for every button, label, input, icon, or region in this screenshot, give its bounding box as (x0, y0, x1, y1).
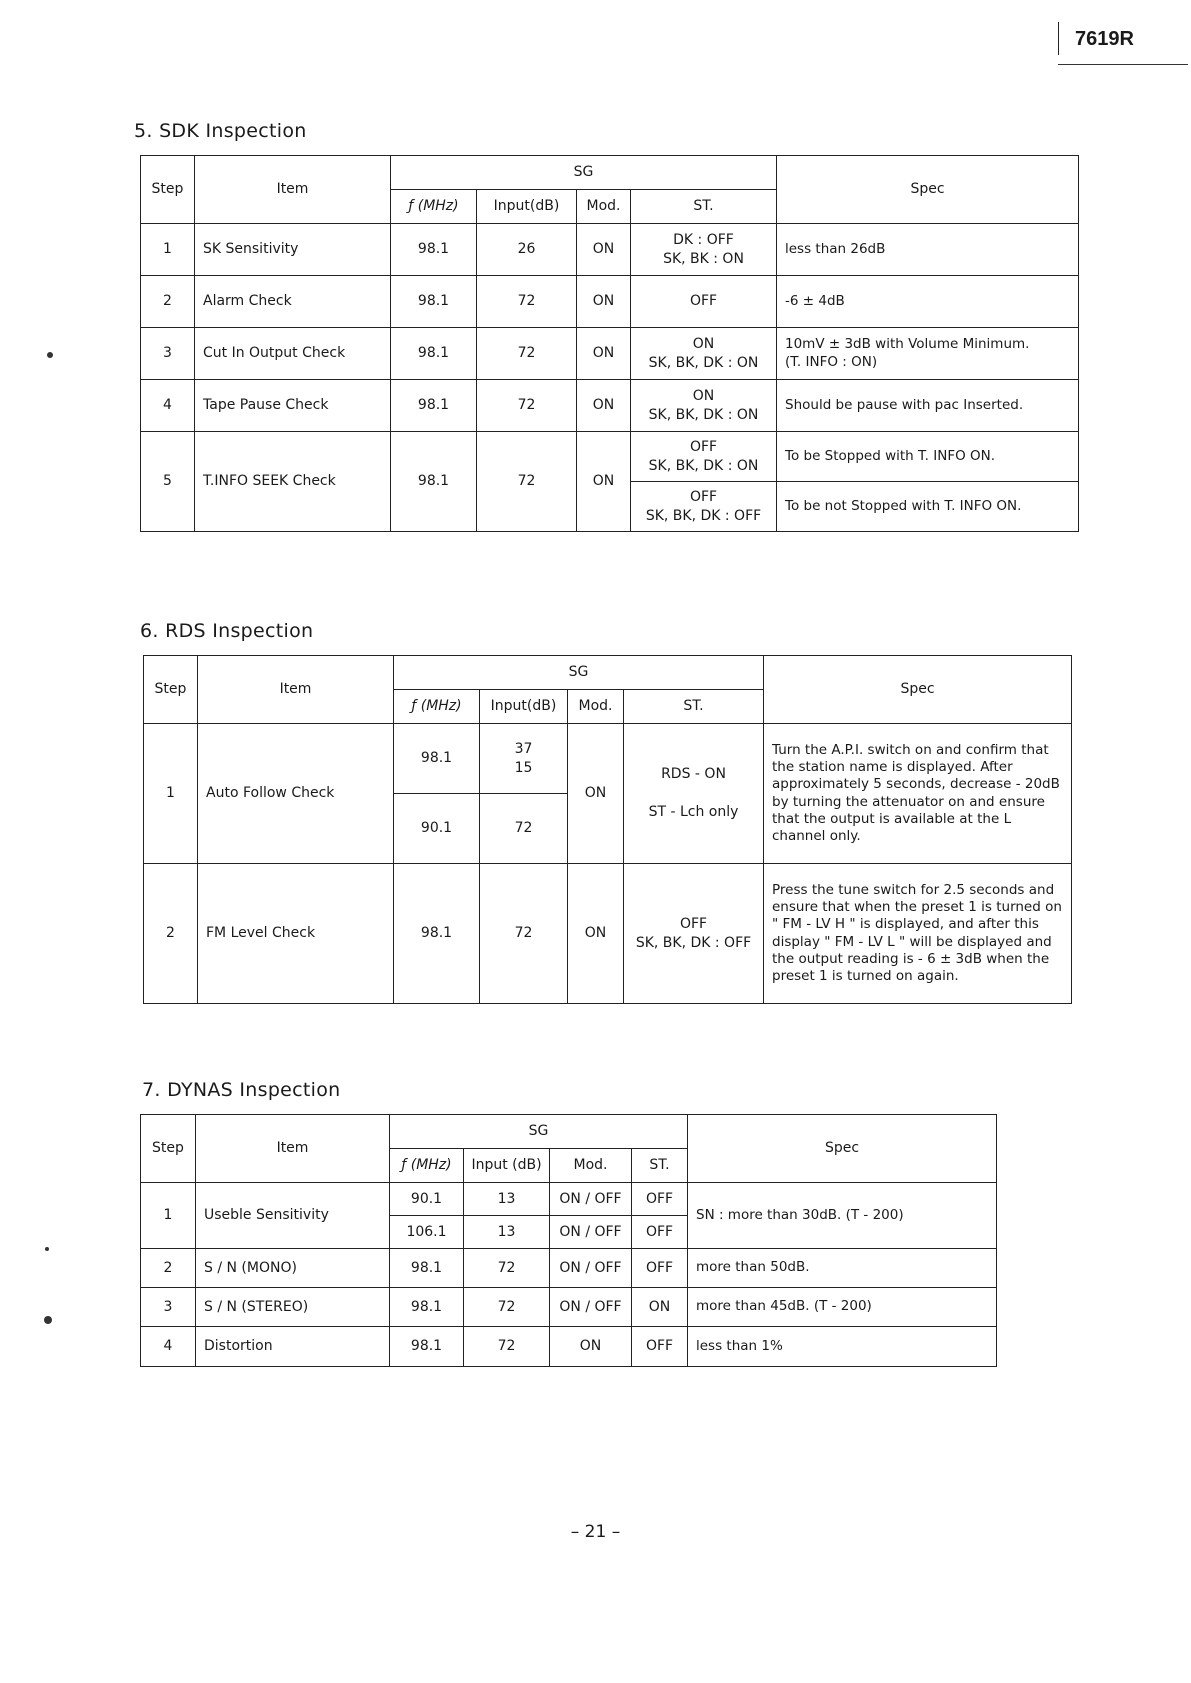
table-row (141, 328, 1079, 380)
mod-cell: ON (568, 724, 624, 864)
header-st: ST. (624, 690, 764, 724)
item-cell: Useble Sensitivity (196, 1183, 390, 1249)
input-cell: 13 (464, 1216, 550, 1249)
freq-cell: 98.1 (391, 380, 477, 432)
item-cell: FM Level Check (198, 864, 394, 1004)
header-mod: Mod. (568, 690, 624, 724)
freq-cell: 98.1 (391, 276, 477, 328)
rds-table (143, 655, 1072, 1004)
header-input: Input(dB) (480, 690, 568, 724)
header-freq: ƒ (MHz) (394, 690, 480, 724)
st-cell: OFF (632, 1183, 688, 1216)
input-cell: 26 (477, 224, 577, 276)
header-freq: ƒ (MHz) (390, 1149, 464, 1183)
header-input: Input (dB) (464, 1149, 550, 1183)
header-spec: Spec (688, 1115, 997, 1183)
freq-cell: 98.1 (390, 1327, 464, 1367)
step-cell: 5 (141, 432, 195, 532)
freq-cell: 98.1 (394, 864, 480, 1004)
step-cell: 2 (141, 276, 195, 328)
st-cell: ON (632, 1288, 688, 1327)
header-mod: Mod. (550, 1149, 632, 1183)
header-sg: SG (394, 656, 764, 690)
st-cell: OFF (632, 1249, 688, 1288)
header-st: ST. (632, 1149, 688, 1183)
spec-cell: 10mV ± 3dB with Volume Minimum. (T. INFO : ON) (777, 328, 1079, 380)
st-cell: DK : OFF SK, BK : ON (631, 224, 777, 276)
header-step: Step (141, 1115, 196, 1183)
freq-cell: 98.1 (391, 432, 477, 532)
header-step: Step (144, 656, 198, 724)
header-rule (1058, 64, 1188, 65)
item-cell: SK Sensitivity (195, 224, 391, 276)
st-cell: OFF (632, 1216, 688, 1249)
step-cell: 1 (141, 224, 195, 276)
st-cell: ON SK, BK, DK : ON (631, 380, 777, 432)
st-cell: RDS - ON ST - Lch only (624, 724, 764, 864)
header-freq: ƒ (MHz) (391, 190, 477, 224)
margin-mark (45, 1247, 49, 1251)
table-row (141, 276, 1079, 328)
item-cell: Tape Pause Check (195, 380, 391, 432)
input-cell: 72 (464, 1288, 550, 1327)
input-cell: 72 (477, 432, 577, 532)
header-item: Item (195, 156, 391, 224)
st-cell: ON SK, BK, DK : ON (631, 328, 777, 380)
spec-cell: more than 45dB. (T - 200) (688, 1288, 997, 1327)
input-cell: 72 (480, 864, 568, 1004)
sdk-table (140, 155, 1079, 532)
input-cell: 72 (477, 380, 577, 432)
item-cell: Distortion (196, 1327, 390, 1367)
table-row (141, 1288, 997, 1327)
input-cell: 72 (480, 794, 568, 864)
st-cell: OFF SK, BK, DK : OFF (631, 482, 777, 532)
mod-cell: ON (550, 1327, 632, 1367)
mod-cell: ON (577, 224, 631, 276)
item-cell: S / N (STEREO) (196, 1288, 390, 1327)
step-cell: 1 (144, 724, 198, 864)
margin-mark (44, 1316, 52, 1324)
mod-cell: ON (577, 328, 631, 380)
table-row (144, 864, 1072, 1004)
freq-cell: 98.1 (390, 1249, 464, 1288)
st-cell: OFF (631, 276, 777, 328)
header-st: ST. (631, 190, 777, 224)
spec-cell: Should be pause with pac Inserted. (777, 380, 1079, 432)
st-cell: OFF (632, 1327, 688, 1367)
spec-cell: To be not Stopped with T. INFO ON. (777, 482, 1079, 532)
input-cell: 72 (464, 1327, 550, 1367)
input-cell: 37 15 (480, 724, 568, 794)
mod-cell: ON / OFF (550, 1183, 632, 1216)
item-cell: T.INFO SEEK Check (195, 432, 391, 532)
item-cell: Alarm Check (195, 276, 391, 328)
table-row (141, 1327, 997, 1367)
table-row (141, 1183, 997, 1216)
mod-cell: ON / OFF (550, 1249, 632, 1288)
spec-cell: Press the tune switch for 2.5 seconds and ensure that when the preset 1 is turned on " FM - LV H " is displayed, and after this display " FM - LV L " will be displayed and the output reading is - 6 ± 3dB when the preset 1 is turned on again. (764, 864, 1072, 1004)
model-number: 7619R (1058, 22, 1134, 55)
spec-cell: less than 26dB (777, 224, 1079, 276)
step-cell: 4 (141, 1327, 196, 1367)
freq-cell: 98.1 (394, 724, 480, 794)
freq-cell: 98.1 (391, 224, 477, 276)
dynas-table (140, 1114, 997, 1367)
spec-cell: more than 50dB. (688, 1249, 997, 1288)
mod-cell: ON / OFF (550, 1288, 632, 1327)
freq-cell: 98.1 (390, 1288, 464, 1327)
spec-cell: SN : more than 30dB. (T - 200) (688, 1183, 997, 1249)
table-row (141, 1249, 997, 1288)
freq-cell: 90.1 (390, 1183, 464, 1216)
section-title-sdk: 5. SDK Inspection (134, 120, 307, 142)
input-cell: 13 (464, 1183, 550, 1216)
header-step: Step (141, 156, 195, 224)
st-cell: OFF SK, BK, DK : ON (631, 432, 777, 482)
mod-cell: ON (577, 380, 631, 432)
input-cell: 72 (464, 1249, 550, 1288)
table-row (141, 432, 1079, 482)
item-cell: S / N (MONO) (196, 1249, 390, 1288)
item-cell: Cut In Output Check (195, 328, 391, 380)
table-row (141, 224, 1079, 276)
section-title-dynas: 7. DYNAS Inspection (142, 1079, 341, 1101)
section-title-rds: 6. RDS Inspection (140, 620, 314, 642)
mod-cell: ON (577, 432, 631, 532)
mod-cell: ON / OFF (550, 1216, 632, 1249)
header-sg: SG (391, 156, 777, 190)
step-cell: 1 (141, 1183, 196, 1249)
header-spec: Spec (777, 156, 1079, 224)
step-cell: 3 (141, 1288, 196, 1327)
header-sg: SG (390, 1115, 688, 1149)
header-item: Item (198, 656, 394, 724)
step-cell: 3 (141, 328, 195, 380)
step-cell: 4 (141, 380, 195, 432)
spec-cell: -6 ± 4dB (777, 276, 1079, 328)
margin-mark (47, 352, 53, 358)
spec-cell: Turn the A.P.I. switch on and confirm that the station name is displayed. After approximately 5 seconds, decrease - 20dB by turning the attenuator on and ensure that the output is available at the L channel only. (764, 724, 1072, 864)
freq-cell: 98.1 (391, 328, 477, 380)
header-input: Input(dB) (477, 190, 577, 224)
table-row (141, 380, 1079, 432)
freq-cell: 106.1 (390, 1216, 464, 1249)
mod-cell: ON (577, 276, 631, 328)
step-cell: 2 (144, 864, 198, 1004)
spec-cell: less than 1% (688, 1327, 997, 1367)
freq-cell: 90.1 (394, 794, 480, 864)
step-cell: 2 (141, 1249, 196, 1288)
input-cell: 72 (477, 276, 577, 328)
header-spec: Spec (764, 656, 1072, 724)
header-mod: Mod. (577, 190, 631, 224)
input-cell: 72 (477, 328, 577, 380)
table-row (144, 724, 1072, 794)
mod-cell: ON (568, 864, 624, 1004)
page-number: – 21 – (570, 1522, 621, 1542)
st-cell: OFF SK, BK, DK : OFF (624, 864, 764, 1004)
header-item: Item (196, 1115, 390, 1183)
spec-cell: To be Stopped with T. INFO ON. (777, 432, 1079, 482)
item-cell: Auto Follow Check (198, 724, 394, 864)
